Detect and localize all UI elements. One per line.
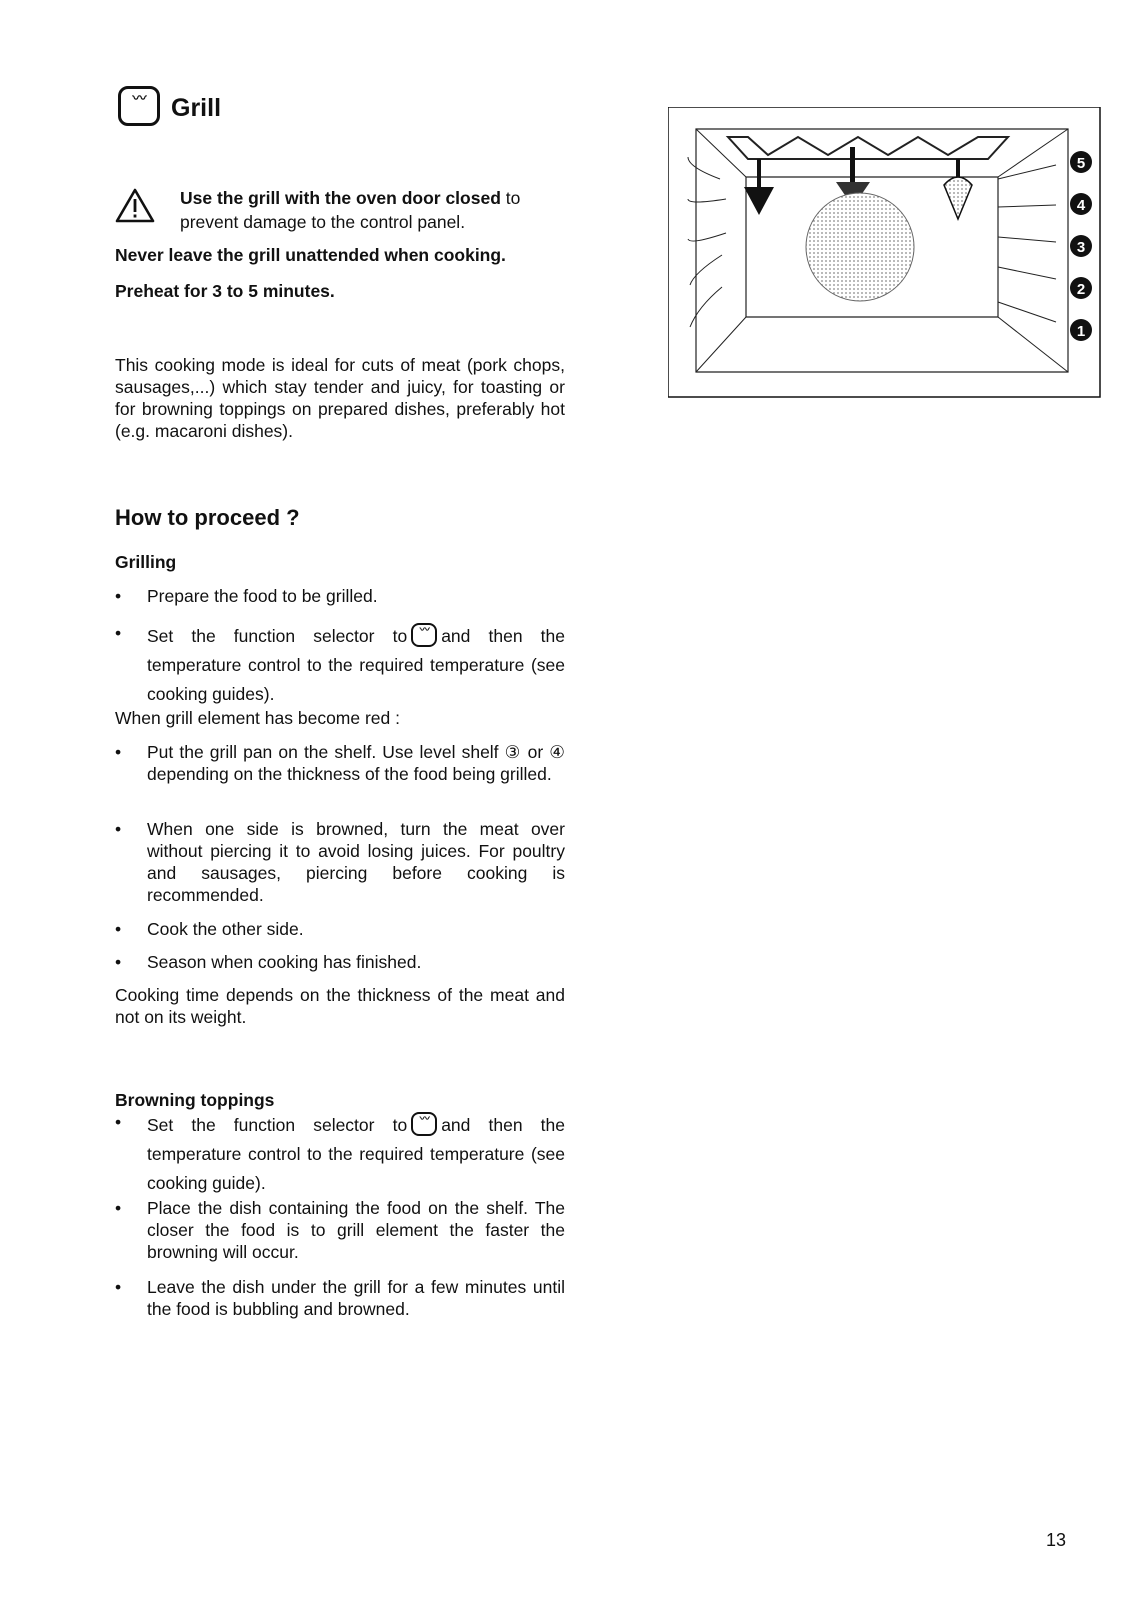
intro-paragraph: This cooking mode is ideal for cuts of meat (pork chops, sausages,...) which stay tender and juicy, for toasting or for browning toppings on prepared dishes, preferably hot (e.g. macaroni dishes). bbox=[115, 355, 565, 441]
svg-text:4: 4 bbox=[1076, 197, 1086, 214]
shelf-level-4 bbox=[1070, 193, 1092, 215]
svg-text:2: 2 bbox=[1076, 281, 1086, 298]
svg-text:3: 3 bbox=[1076, 239, 1086, 256]
page-number: 13 bbox=[1046, 1530, 1067, 1550]
warning-triangle-icon bbox=[115, 188, 155, 224]
list-item: • Set the function selector to 〰 and then the temperature control to the required temperature (see cooking guide). bbox=[115, 1112, 565, 1193]
list-item: • Cook the other side. bbox=[115, 919, 304, 939]
when-red-note: When grill element has become red : bbox=[115, 708, 400, 728]
oven-diagram bbox=[668, 107, 1108, 407]
preheat-note: Preheat for 3 to 5 minutes. bbox=[115, 281, 335, 301]
shelf-level-5 bbox=[1070, 151, 1092, 173]
warning-bold: Use the grill with the oven door closed bbox=[180, 188, 501, 208]
warning-text bbox=[180, 186, 565, 234]
svg-text:5: 5 bbox=[1076, 155, 1086, 172]
list-item: • Place the dish containing the food on the shelf. The closer the food is to grill element the faster the browning will occur. bbox=[115, 1198, 565, 1262]
grilling-heading: Grilling bbox=[115, 552, 177, 572]
list-item: • Prepare the food to be grilled. bbox=[115, 586, 378, 606]
shelf-level-3 bbox=[1070, 235, 1092, 257]
warning-rest2: prevent damage to the control panel. bbox=[180, 212, 466, 232]
warning-rest1: to bbox=[500, 188, 521, 208]
never-leave-note: Never leave the grill unattended when cooking. bbox=[115, 245, 506, 265]
grill-icon: 〰 bbox=[118, 86, 160, 126]
section-heading: How to proceed ? bbox=[115, 505, 300, 530]
grill-icon: 〰 bbox=[411, 623, 437, 647]
page-title: Grill bbox=[171, 94, 222, 122]
list-item: • When one side is browned, turn the meat over without piercing it to avoid losing juices. For poultry and sausages, piercing before cooking is recommended. bbox=[115, 819, 565, 905]
cooking-time-note: Cooking time depends on the thickness of the meat and not on its weight. bbox=[115, 985, 565, 1027]
list-item: • Leave the dish under the grill for a few minutes until the food is bubbling and browned. bbox=[115, 1277, 565, 1319]
list-item: • Set the function selector to 〰 and then the temperature control to the required temperature (see cooking guides). bbox=[115, 623, 565, 704]
grill-icon: 〰 bbox=[411, 1112, 437, 1136]
shelf-level-1 bbox=[1070, 319, 1092, 341]
list-item: • Season when cooking has finished. bbox=[115, 952, 422, 972]
list-item: • Put the grill pan on the shelf. Use level shelf ③ or ④ depending on the thickness of the food being grilled. bbox=[115, 742, 565, 784]
svg-text:1: 1 bbox=[1076, 323, 1086, 340]
browning-heading: Browning toppings bbox=[115, 1090, 275, 1110]
shelf-level-2 bbox=[1070, 277, 1092, 299]
